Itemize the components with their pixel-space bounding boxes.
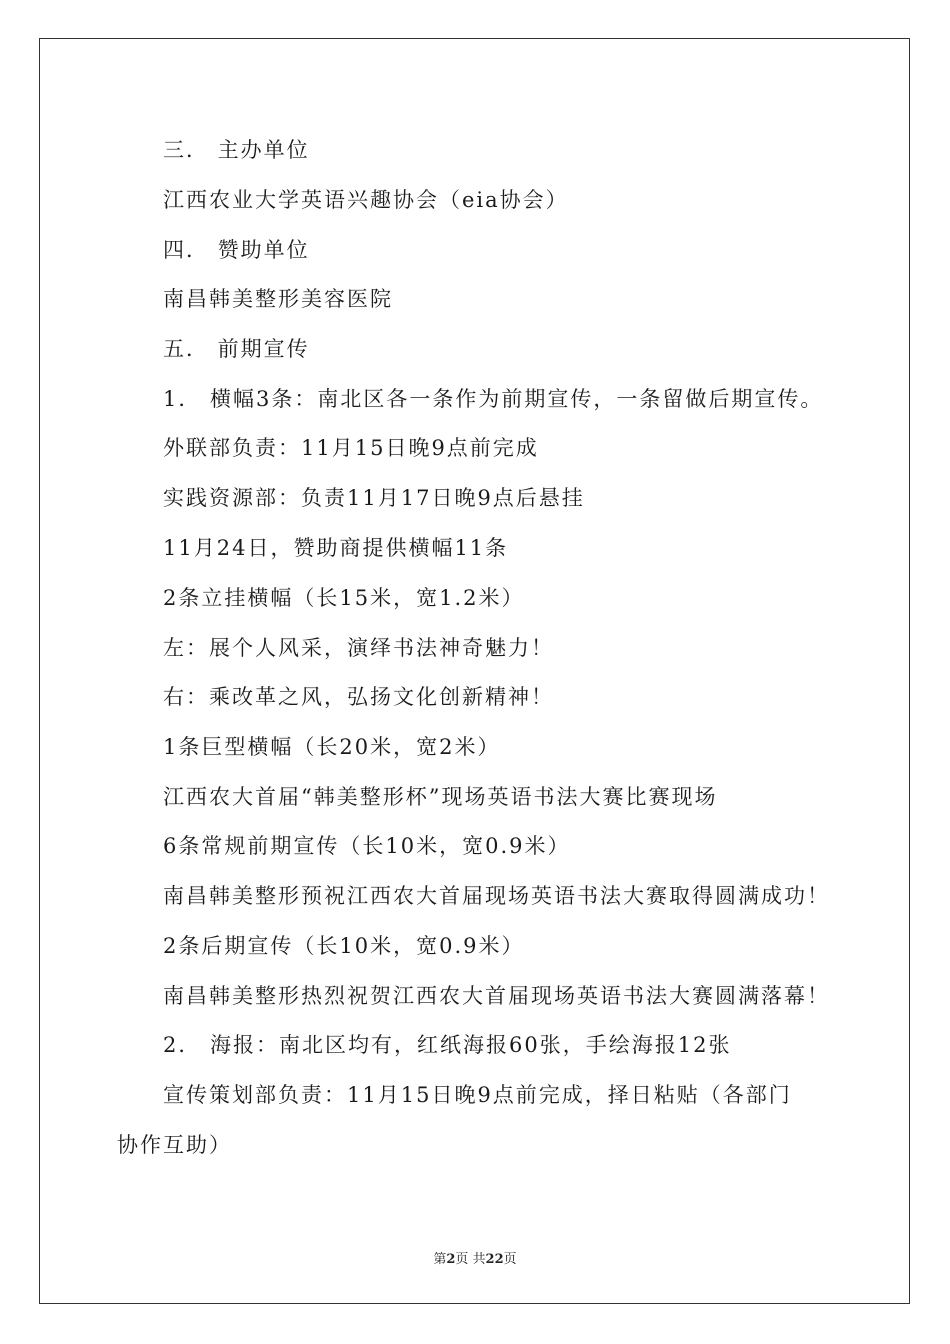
paragraph-post-banner-text: 南昌韩美整形热烈祝贺江西农大首届现场英语书法大赛圆满落幕！ (163, 984, 830, 1008)
paragraph-sponsor-name: 南昌韩美整形美容医院 (163, 287, 393, 311)
paragraph-regular-banners: 6条常规前期宣传（长10米，宽0.9米） (163, 834, 571, 858)
paragraph-giant-banner: 1条巨型横幅（长20米，宽2米） (163, 735, 501, 759)
paragraph-right-banner: 右：乘改革之风，弘扬文化创新精神！ (163, 685, 554, 709)
footer-prefix: 第 (433, 1252, 447, 1267)
paragraph-planning-dept: 宣传策划部负责：11月15日晚9点前完成，择日粘贴（各部门 (163, 1083, 792, 1107)
paragraph-organizer-name: 江西农业大学英语兴趣协会（eia协会） (163, 188, 569, 212)
section-heading-organizer: 三． 主办单位 (163, 138, 310, 162)
paragraph-regular-banner-text: 南昌韩美整形预祝江西农大首届现场英语书法大赛取得圆满成功！ (163, 884, 830, 908)
page-footer (0, 1248, 950, 1267)
paragraph-sponsor-banners: 11月24日，赞助商提供横幅11条 (163, 536, 509, 560)
footer-suffix: 页 (503, 1252, 517, 1267)
paragraph-outreach-dept: 外联部负责：11月15日晚9点前完成 (163, 436, 539, 460)
footer-page-number: 2 (446, 1252, 456, 1267)
paragraph-post-banners: 2条后期宣传（长10米，宽0.9米） (163, 934, 525, 958)
footer-mid: 页 共 (455, 1252, 486, 1267)
paragraph-giant-banner-text: 江西农大首届“韩美整形杯”现场英语书法大赛比赛现场 (163, 785, 718, 809)
paragraph-posters: 2． 海报：南北区均有，红纸海报60张，手绘海报12张 (163, 1033, 732, 1057)
section-heading-sponsor: 四． 赞助单位 (163, 238, 310, 262)
paragraph-left-banner: 左：展个人风采，演绎书法神奇魅力！ (163, 636, 554, 660)
footer-total-pages: 22 (485, 1252, 504, 1267)
section-heading-publicity: 五． 前期宣传 (163, 337, 310, 361)
paragraph-practice-dept: 实践资源部：负责11月17日晚9点后悬挂 (163, 486, 585, 510)
paragraph-banners: 1． 横幅3条：南北区各一条作为前期宣传，一条留做后期宣传。 (163, 387, 824, 411)
paragraph-planning-dept-cont: 协作互助） (117, 1133, 232, 1157)
paragraph-vertical-banners: 2条立挂横幅（长15米，宽1.2米） (163, 586, 525, 610)
page-border (39, 38, 910, 1304)
